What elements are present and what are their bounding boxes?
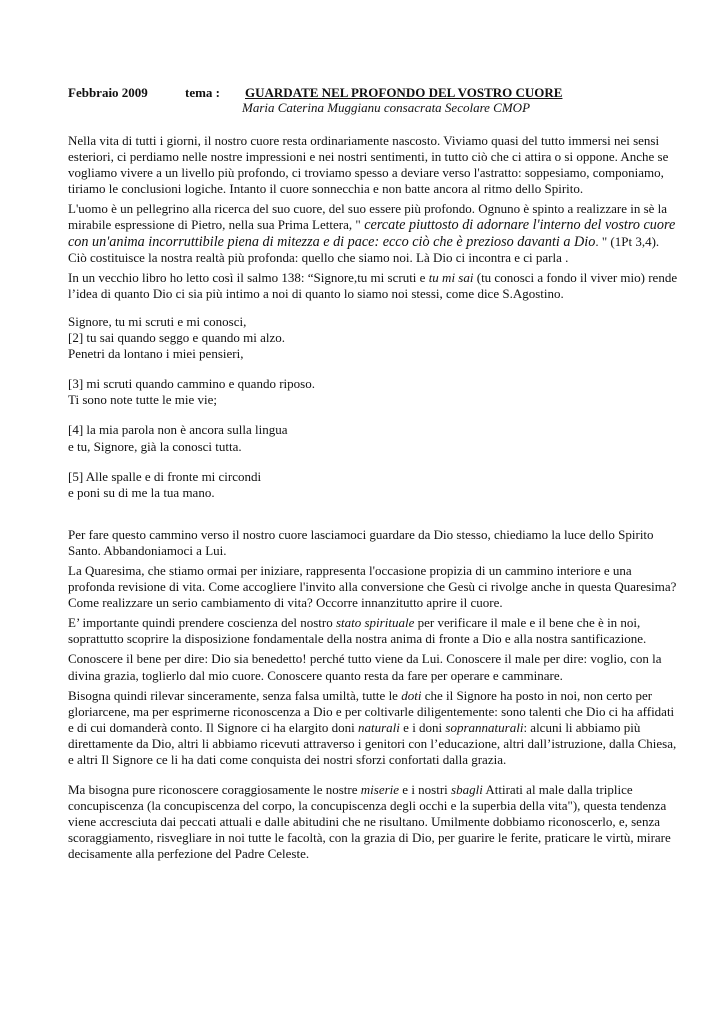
- paragraph: Per fare questo cammino verso il nostro cuore lasciamoci guardare da Dio stesso, chiediamo la luce dello Spirito Santo. Abbandoniamoci a Lui.: [68, 526, 654, 558]
- document-title: GUARDATE NEL PROFONDO DEL VOSTRO CUORE: [245, 85, 563, 100]
- paragraph: La Quaresima, che stiamo ormai per iniziare, rappresenta l'occasione propizia di un cammino interiore e una profonda revisione di vita. Come accogliere l'invito alla conversione che Gesù ci rivolge anche in questa Quaresima? Come realizzare un serio cambiamento di vita? Occorre innanzitutto aprire il cuore.: [68, 562, 677, 611]
- paragraph: Nella vita di tutti i giorni, il nostro cuore resta ordinariamente nascosto. Viviamo quasi del tutto immersi nei sensi esteriori, ci perdiamo nelle nostre impressioni e nei nostri sentimenti, in tutto ciò che ci attira o si oppone. Anche se vogliamo vivere a un livello più profondo, ci troviamo spesso a deviare verso l'astratto: soppesiamo, componiamo, tiriamo le conclusioni logiche. Intanto il cuore sonnecchia e non batte ancora al ritmo dello Spirito.: [68, 133, 669, 197]
- paragraph: L'uomo è un pellegrino alla ricerca del suo cuore, del suo essere più profondo. Ognuno è spinto a realizzare in sè la mirabile espressione di Pietro, nella sua Prima Lettera, " cercate piuttosto di adornare l'interno del vostro cuore con un'anima incorruttibile piena di mitezza e di pace: ecco ciò che è prezioso davanti a Dio. " (1Pt 3,4). Ciò costituisce la nostra realtà più profonda: quello che siamo noi. Là Dio ci incontra e ci parla .: [68, 201, 676, 265]
- paragraph: Bisogna quindi rilevar sinceramente, senza falsa umiltà, tutte le doti che il Signore ha posto in noi, non certo per gloriarcene, ma per esprimerne riconoscenza a Dio e per coltivarle diligentemente: sono talenti che Dio ci ha affidati e di cui domanderà conto. Il Signore ci ha elargito doni naturali e i doni soprannaturali: alcuni li abbiamo più direttamente da Dio, altri li abbiamo ricevuti attraverso i genitori con l’educazione, altri dall’istruzione, dalla Chiesa, e altri Il Signore ce li ha dati come conquista dei nostri sforzi confortati dalla grazia.: [68, 687, 677, 767]
- paragraph: E’ importante quindi prendere coscienza del nostro stato spirituale per verificare il male e il bene che è in noi, soprattutto scoprire la disposizione fondamentale della nostra anima di fronte a Dio e alla nostra santificazione.: [68, 615, 647, 647]
- psalm-stanza: [3] mi scruti quando cammino e quando riposo. Ti sono note tutte le mie vie;: [68, 376, 315, 408]
- paragraph: Conoscere il bene per dire: Dio sia benedetto! perché tutto viene da Lui. Conoscere il male per dire: voglio, con la divina grazia, toglierlo dal mio cuore. Conoscere quanto resta da fare per operare e camminare.: [68, 651, 662, 683]
- document-header: [68, 85, 678, 115]
- psalm-stanza: [4] la mia parola non è ancora sulla lingua e tu, Signore, già la conosci tutta.: [68, 422, 288, 454]
- document-body: [68, 133, 678, 867]
- tema-label: tema :: [185, 85, 221, 100]
- psalm-stanza: Signore, tu mi scruti e mi conosci, [2] tu sai quando seggo e quando mi alzo. Penetri da lontano i miei pensieri,: [68, 313, 285, 362]
- psalm-block: [68, 314, 678, 501]
- psalm-stanza: [5] Alle spalle e di fronte mi circondi e poni su di me la tua mano.: [68, 468, 262, 500]
- scripture-quote: cercate piuttosto di adornare l'interno del vostro cuore con un'anima incorruttibile piena di mitezza e di pace: ecco ciò che è prezioso davanti a Dio: [68, 217, 676, 250]
- author-line: Maria Caterina Muggianu consacrata Secolare CMOP: [242, 100, 531, 115]
- paragraph: Ma bisogna pure riconoscere coraggiosamente le nostre miserie e i nostri sbagli Attirati al male dalla triplice concupiscenza (la concupiscenza del corpo, la concupiscenza degli occhi e la superbia della vita"), questa tendenza viene accresciuta dai peccati attuali e dalle abitudini che ne risultano. Umilmente dobbiamo riconoscerlo, e, senza scoraggiamento, risvegliare in noi tutte le facoltà, con la grazia di Dio, per guarire le ferite, praticare le virtù, mirare decisamente alla perfezione del Padre Celeste.: [68, 782, 671, 862]
- paragraph: In un vecchio libro ho letto così il salmo 138: “Signore,tu mi scruti e tu mi sai (tu conosci a fondo il viver mio) rende l’idea di quanto Dio ci sia più intimo a noi di quanto lo siamo noi stessi, come dice S.Agostino.: [68, 269, 678, 301]
- date: Febbraio 2009: [68, 85, 148, 100]
